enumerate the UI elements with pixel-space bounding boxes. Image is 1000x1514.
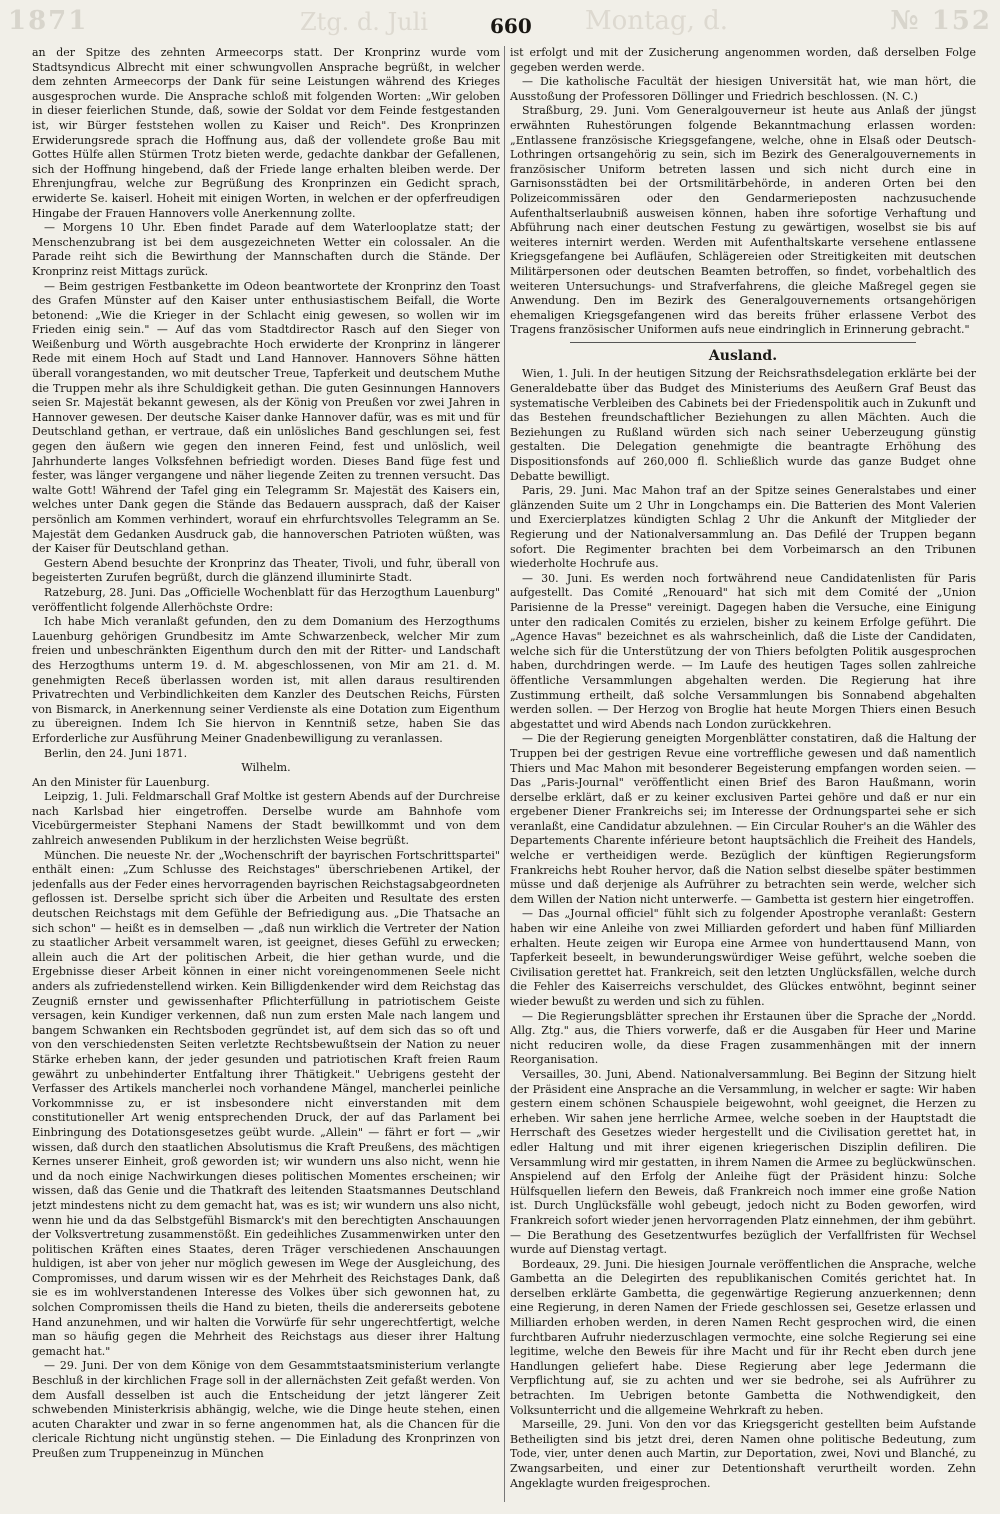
article-muenchen: München. Die neueste Nr. der „Wochenschrift der bayrischen Fortschrittspartei" enthält einen: „Zum Schlusse des Reichstages" überschriebenen Artikel, der jedenfalls aus der Feder eines hervorragenden bayrischen Reichstagsabgeordneten geflossen ist. Derselbe spricht sich über die Arbeiten und Resultate des ersten deutschen Reichstags mit dem Gefühle der Befriedigung aus. „Die Thatsache an sich schon" — heißt es in demselben — „daß nun wirklich die Vertreter der Nation zu staatlicher Arbeit versammelt waren, ist geeignet, dieses Gefühl zu erwecken; allein auch die Art der politischen Arbeit, die hier gethan wurde, und die Ergebnisse dieser Arbeit können in einer nicht voreingenommenen Seele nicht anders als zufriedenstellend wirken. Kein Billigdenkender wird dem Reichstag das Zeugniß ernster und gewissenhafter Pflichterfüllung in patriotischem Geiste versagen, kein Kundiger verkennen, daß nun zum ersten Male nach langem und bangem Schwanken ein Rechtsboden gegründet ist, auf dem sich das so oft und von den verschiedensten Seiten verletzte Rechtsbewußtsein der Nation zu neuer Stärke erheben kann, der jeder gesunden und patriotischen Kraft freien Raum gewährt zu unbehinderter Entfaltung ihrer Thätigkeit." Uebrigens gesteht der Verfasser des Artikels mancherlei noch vorhandene Mängel, mancherlei peinliche Vorkommnisse zu, er ist insbesondere nicht einverstanden mit dem constitutioneller Art wenig entsprechenden Druck, der auf das Parlament bei Einbringung des Dotationsgesetzes geübt wurde. „Allein" — fährt er fort — „wir wissen, daß durch den staatlichen Absolutismus die Kraft Preußens, des mächtigen Kernes unserer Einheit, groß geworden ist; wir wundern uns also nicht, wenn hie und da noch einige Nachwirkungen dieses politischen Momentes erscheinen; wir wissen, daß das Genie und die Thatkraft des leitenden Staatsmannes Deutschland jetzt mindestens nicht zu dem gemacht hat, was es ist; wir wundern uns also nicht, wenn hie und da das Selbstgefühl Bismarck's mit den berechtigten Anschauungen der Volksvertretung zusammenstößt. Ein gedeihliches Zusammenwirken unter den politischen Kräften eines Staates, deren Träger verschiedenen Anschauungen huldigen, ist aber von jeher nur möglich gewesen im Wege der Ausgleichung, des Compromisses, und darum wissen wir es der Mehrheit des Reichstages Dank, daß sie es im wohlverstandenen Interesse des Volkes über sich gewonnen hat, zu solchen Compromissen theils die Hand zu bieten, theils die andererseits gebotene Hand anzunehmen, und wir halten die Vorwürfe für sehr ungerechtfertigt, welche man so häufig gegen die Mehrheit des Reichstags aus dieser ihrer Haltung gemacht hat." <box>32 848 500 1358</box>
page-number: 660 <box>490 14 532 38</box>
header-ghost-text-2: Montag, d. <box>585 6 729 36</box>
article-hannover-morning: — Morgens 10 Uhr. Eben findet Parade auf dem Waterlooplatze statt; der Menschenzubrang ist bei dem ausgezeichneten Wetter ein colossaler. An die Parade reiht sich die Bewirthung der Mannschaften durch die Stände. Der Kronprinz reist Mittags zurück. <box>32 221 500 278</box>
column-divider <box>504 46 505 1502</box>
left-column <box>32 46 500 1502</box>
article-muenchen-29-juni: — 29. Juni. Der von dem Könige von dem Gesammtstaatsministerium verlangte Beschluß in der kirchlichen Frage soll in der allernächsten Zeit gefaßt werden. Von dem Ausfall desselben ist auch die Entscheidung der jetzt längerer Zeit schwebenden Ministerkrisis abhängig, welche, wie die Dinge heute stehen, einen acuten Charakter und zwar in so ferne angenommen hat, als die Chancen für die clericale Richtung nicht ungünstig stehen. — Die Einladung des Kronprinzen von Preußen zum Truppeneinzug in München <box>32 1359 500 1460</box>
header-issue-number: № 152 <box>890 6 992 36</box>
article-ratzeburg-ordre: Ich habe Mich veranlaßt gefunden, den zu dem Domanium des Herzogthums Lauenburg gehörigen Grundbesitz im Amte Schwarzenbeck, welcher Mir zum freien und unbeschränkten Eigenthum durch den mit der Ritter- und Landschaft des Herzogthums unterm 19. d. M. abgeschlossenen, von Mir am 21. d. M. genehmigten Receß überlassen worden ist, mit allen daraus resultirenden Privatrechten und Verbindlichkeiten dem Kanzler des Deutschen Reichs, Fürsten von Bismarck, in Anerkennung seiner Verdienste als eine Dotation zum Eigenthum zu übereignen. Indem Ich Sie hiervon in Kenntniß setze, haben Sie das Erforderliche zur Ausführung Meiner Gnadenbewilligung zu veranlassen. <box>32 615 500 745</box>
article-wien: Wien, 1. Juli. In der heutigen Sitzung der Reichsrathsdelegation erklärte bei der Generaldebatte über das Budget des Ministeriums des Aeußern Graf Beust das systematische Verbleiben des Cabinets bei der Friedenspolitik auch in Zukunft und das Bestehen freundschaftlicher Beziehungen zu allen Mächten. Auch die Beziehungen zu Rußland würden sich nach seiner Ueberzeugung günstig gestalten. Die Delegation genehmigte die beantragte Erhöhung des Dispositionsfonds auf 260,000 fl. Schließlich wurde das ganze Budget ohne Debatte bewilligt. <box>510 367 976 483</box>
article-ratzeburg: Ratzeburg, 28. Juni. Das „Officielle Wochenblatt für das Herzogthum Lauenburg" veröffentlicht folgende Allerhöchste Ordre: <box>32 585 500 614</box>
article-leipzig: Leipzig, 1. Juli. Feldmarschall Graf Moltke ist gestern Abends auf der Durchreise nach Karlsbad hier eingetroffen. Derselbe wurde am Bahnhofe vom Vicebürgermeister Stephani Namens der Stadt bewillkommt und von dem zahlreich anwesenden Publikum in der herzlichsten Weise begrüßt. <box>32 790 500 848</box>
article-paris-morgenblaetter: — Die der Regierung geneigten Morgenblätter constatiren, daß die Haltung der Truppen bei der gestrigen Revue eine vortreffliche gewesen und daß namentlich Thiers und Mac Mahon mit besonderer Begeisterung empfangen worden seien. — Das „Paris-Journal" veröffentlicht einen Brief des Baron Haußmann, worin derselbe erklärt, daß er zu keiner exclusiven Partei gehöre und daß er nur ein ergebener Diener Frankreichs sei; im Interesse der Ordnungspartei sehe er sich veranlaßt, eine Candidatur abzulehnen. — Ein Circular Rouher's an die Wähler des Departements Charente inférieure betont hauptsächlich die Freiheit des Handels, welche er vertheidigen werde. Bezüglich der künftigen Regierungsform Frankreichs hebt Rouher hervor, daß die Nation selbst dieselbe später bestimmen müsse und daß derjenige als Aufrührer zu betrachten sein werde, welcher sich dem Willen der Nation nicht unterwerfe. — Gambetta ist gestern hier eingetroffen. <box>510 732 976 906</box>
ordre-signature: Wilhelm. <box>241 761 291 775</box>
article-hannover-parade: an der Spitze des zehnten Armeecorps statt. Der Kronprinz wurde vom Stadtsyndicus Albrecht mit einer schwungvollen Ansprache begrüßt, in welcher dem zehnten Armeecorps der Dank für seine Leistungen während des Krieges ausgesprochen wurde. Die Ansprache schloß mit folgenden Worten: „Wir geloben in dieser feierlichen Stunde, daß, sowie der Soldat vor dem Feinde festgestanden ist, wir Bürger feststehen wollen zu Kaiser und Reich". Des Kronprinzen Erwiderungsrede sprach die Hoffnung aus, daß der vollendete große Bau mit Gottes Hülfe allen Stürmen Trotz bieten werde, gedachte dankbar der Gefallenen, sich der Hoffnung hingebend, daß der Friede lange erhalten bleiben werde. Der Ehrenjungfrau, welche zur Begrüßung des Kronprinzen ein Gedicht sprach, erwiderte Se. kaiserl. Hoheit mit einigen Worten, in welchen er der opferfreudigen Hingabe der Frauen Hannovers volle Anerkennung zollte. <box>32 46 500 220</box>
article-paris: Paris, 29. Juni. Mac Mahon traf an der Spitze seines Generalstabes und einer glänzenden Suite um 2 Uhr in Longchamps ein. Die Batterien des Mont Valerien und Exercierplatzes kündigten Schlag 2 Uhr die Ankunft der Mitglieder der Regierung und der Nationalversammlung an. Das Defilé der Truppen begann sofort. Die Regimenter brachten bei dem Vorbeimarsch an den Tribunen wiederholte Hochrufe aus. <box>510 484 976 571</box>
article-strassburg: Straßburg, 29. Juni. Vom Generalgouverneur ist heute aus Anlaß der jüngst erwähnten Ruhestörungen folgende Bekanntmachung erlassen worden: „Entlassene französische Kriegsgefangene, welche, ohne in Elsaß oder Deutsch-Lothringen ortsangehörig zu sein, sich im Bezirk des Generalgouvernements in französischer Uniform betreten lassen und sich nicht durch eine in Garnisonsstädten bei der Ortsmilitärbehörde, in anderen Orten bei den Polizeicommissären oder den Gendarmerieposten nachzusuchende Aufenthaltserlaubniß ausweisen können, haben ihre sofortige Verhaftung und Abführung nach einer deutschen Festung zu gewärtigen, woselbst sie bis auf weiteres internirt werden. Werden mit Aufenthaltskarte versehene entlassene Kriegsgefangene bei Aufläufen, Schlägereien oder Streitigkeiten mit deutschen Militärpersonen oder deutschen Beamten betroffen, so findet, vorbehaltlich des weiteren Untersuchungs- und Strafverfahrens, die gleiche Maßregel gegen sie Anwendung. Den im Bezirk des Generalgouvernements ortsangehörigen ehemaligen Kriegsgefangenen wird das bereits früher erlassene Verbot des Tragens französischer Uniformen aufs neue eindringlich in Erinnerung gebracht." <box>510 104 976 337</box>
article-bordeaux: Bordeaux, 29. Juni. Die hiesigen Journale veröffentlichen die Ansprache, welche Gambetta an die Delegirten des republikanischen Comités gerichtet hat. In derselben erklärte Gambetta, die gegenwärtige Regierung anzuerkennen; denn eine Regierung, in deren Namen der Friede geschlossen sei, Gesetze erlassen und Milliarden erhoben werden, in deren Namen Recht gesprochen wird, die einen furchtbaren Aufruhr niederzuschlagen vermochte, eine solche Regierung sei eine legitime, welche den Beweis für ihre Macht und für ihr Recht eben durch jene Handlungen geliefert habe. Diese Regierung aber lege Jedermann die Verpflichtung auf, sie zu achten und wer sie bedrohe, sei als Aufrührer zu betrachten. Im Uebrigen betonte Gambetta die Nothwendigkeit, den Volksunterricht und die allgemeine Wehrkraft zu heben. <box>510 1257 976 1417</box>
section-divider <box>570 342 916 343</box>
article-journal-officiel: — Das „Journal officiel" fühlt sich zu folgender Apostrophe veranlaßt: Gestern haben wir eine Anleihe von zwei Milliarden gefordert und haben fünf Milliarden erhalten. Heute zeigen wir Europa eine Armee von hunderttausend Mann, von Tapferkeit beseelt, in bewunderungswürdiger Weise geführt, welche soeben die Civilisation gerettet hat. Frankreich, seit den letzten Unglücksfällen, welche durch die Fehler des Kaiserreichs verschuldet, des Glückes entwöhnt, beginnt seiner wieder bewußt zu werden und sich zu fühlen. <box>510 907 976 1008</box>
article-hannover-banquet: — Beim gestrigen Festbankette im Odeon beantwortete der Kronprinz den Toast des Grafen Münster auf den Kaiser unter enthusiastischem Beifall, die Worte betonend: „Wie die Krieger in der Schlacht einig gewesen, so wollen wir im Frieden einig sein." — Auf das vom Stadtdirector Rasch auf den Sieger von Weißenburg und Wörth ausgebrachte Hoch erwiderte der Kronprinz in längerer Rede mit einem Hoch auf Stadt und Land Hannover. Hannovers Söhne hätten überall vorangestanden, wo mit deutscher Treue, Tapferkeit und deutschem Muthe die Truppen mehr als ihre Schuldigkeit gethan. Die guten Gesinnungen Hannovers seien Sr. Majestät bekannt gewesen, als der König von Preußen vor zwei Jahren in Hannover gewesen. Der deutsche Kaiser danke Hannover dafür, was es mit und für Deutschland gethan, er vertraue, daß ein unlösliches Band geschlungen sei, fest gegen den äußern wie gegen den inneren Feind, fest und unlöslich, weil Jahrhunderte langes Volksfehnen befriedigt worden. Dieses Band füge fest und fester, was länger vergangene und näher liegende Zeiten zu trennen versucht. Das walte Gott! Während der Tafel ging ein Telegramm Sr. Majestät des Kaisers ein, welches unter Dank gegen die Stände das Bedauern aussprach, daß der Kaiser persönlich am Kommen verhindert, worauf ein ehrfurchtsvolles Telegramm an Se. Majestät dem Gedanken Ausdruck gab, die hannoverschen Patrioten wüßten, was der Kaiser für Deutschland gethan. <box>32 279 500 556</box>
header-ghost-text: Ztg. d. Juli <box>300 8 428 36</box>
header-year: 1871 <box>8 6 89 36</box>
article-muenchen-continued: ist erfolgt und mit der Zusicherung angenommen worden, daß derselben Folge gegeben werden werde. <box>510 46 976 74</box>
article-hannover-evening: Gestern Abend besuchte der Kronprinz das Theater, Tivoli, und fuhr, überall von begeisterten Zurufen begrüßt, durch die glänzend illuminirte Stadt. <box>32 556 500 585</box>
page-header <box>0 0 1000 40</box>
right-column <box>510 46 976 1502</box>
article-versailles: Versailles, 30. Juni, Abend. Nationalversammlung. Bei Beginn der Sitzung hielt der Präsident eine Ansprache an die Versammlung, in welcher er sagte: Wir haben gestern einem schönen Schauspiele beigewohnt, wohl geeignet, die Herzen zu erheben. Wir sahen jene herrliche Armee, welche soeben in der Hauptstadt die Herrschaft des Gesetzes wieder hergestellt und die Civilisation gerettet hat, in edler Haltung und mit ihrer eigenen kriegerischen Disziplin defiliren. Die Versammlung wird mir gestatten, in ihrem Namen die Armee zu beglückwünschen. Anspielend auf den Erfolg der Anleihe fügt der Präsident hinzu: Solche Hülfsquellen liefern den Beweis, daß Frankreich noch immer eine große Nation ist. Durch Unglücksfälle wohl gebeugt, jedoch nicht zu Boden geworfen, wird Frankreich sofort wieder jenen hervorragenden Platz einnehmen, der ihm gebührt. — Die Berathung des Gesetzentwurfes bezüglich der Verfallfristen für Wechsel wurde auf Dienstag vertagt. <box>510 1067 976 1257</box>
ordre-date: Berlin, den 24. Juni 1871. <box>44 746 188 760</box>
ordre-addressee: An den Minister für Lauenburg. <box>32 775 210 789</box>
article-paris-30-juni: — 30. Juni. Es werden noch fortwährend neue Candidatenlisten für Paris aufgestellt. Das Comité „Renouard" hat sich mit dem Comité der „Union Parisienne de la Presse" vereinigt. Dagegen haben die Versuche, eine Einigung unter den radicalen Comités zu erzielen, bisher zu keinem Erfolge geführt. Die „Agence Havas" bezeichnet es als wahrscheinlich, daß die Liste der Candidaten, welche sich für die Unterstützung der von Thiers befolgten Politik ausgesprochen haben, durchdringen werde. — Im Laufe des heutigen Tages sollen zahlreiche öffentliche Versammlungen abgehalten werden. Die Regierung hat ihre Zustimmung ertheilt, daß solche Versammlungen bis Sonnabend abgehalten werden sollen. — Der Herzog von Broglie hat heute Morgen Thiers einen Besuch abgestattet und wird Abends nach London zurückkehren. <box>510 571 976 731</box>
article-marseille: Marseille, 29. Juni. Von den vor das Kriegsgericht gestellten beim Aufstande Betheiligten sind bis jetzt drei, deren Namen ohne politische Bedeutung, zum Tode, vier, unter denen auch Martin, zur Deportation, zwei, Novi und Blanché, zu Zwangsarbeiten, und einer zur Detentionshaft verurtheilt worden. Zehn Angeklagte wurden freigesprochen. <box>510 1418 976 1490</box>
section-heading-ausland: Ausland. <box>708 347 778 364</box>
article-regierungsblaetter: — Die Regierungsblätter sprechen ihr Erstaunen über die Sprache der „Nordd. Allg. Ztg." aus, die Thiers vorwerfe, daß er die Ausgaben für Heer und Marine nicht reduciren wolle, da diese Fragen zusammenhängen mit der innern Reorganisation. <box>510 1009 976 1067</box>
article-facultaet: — Die katholische Facultät der hiesigen Universität hat, wie man hört, die Ausstoßung der Professoren Döllinger und Friedrich beschlossen. (N. C.) <box>510 75 976 103</box>
